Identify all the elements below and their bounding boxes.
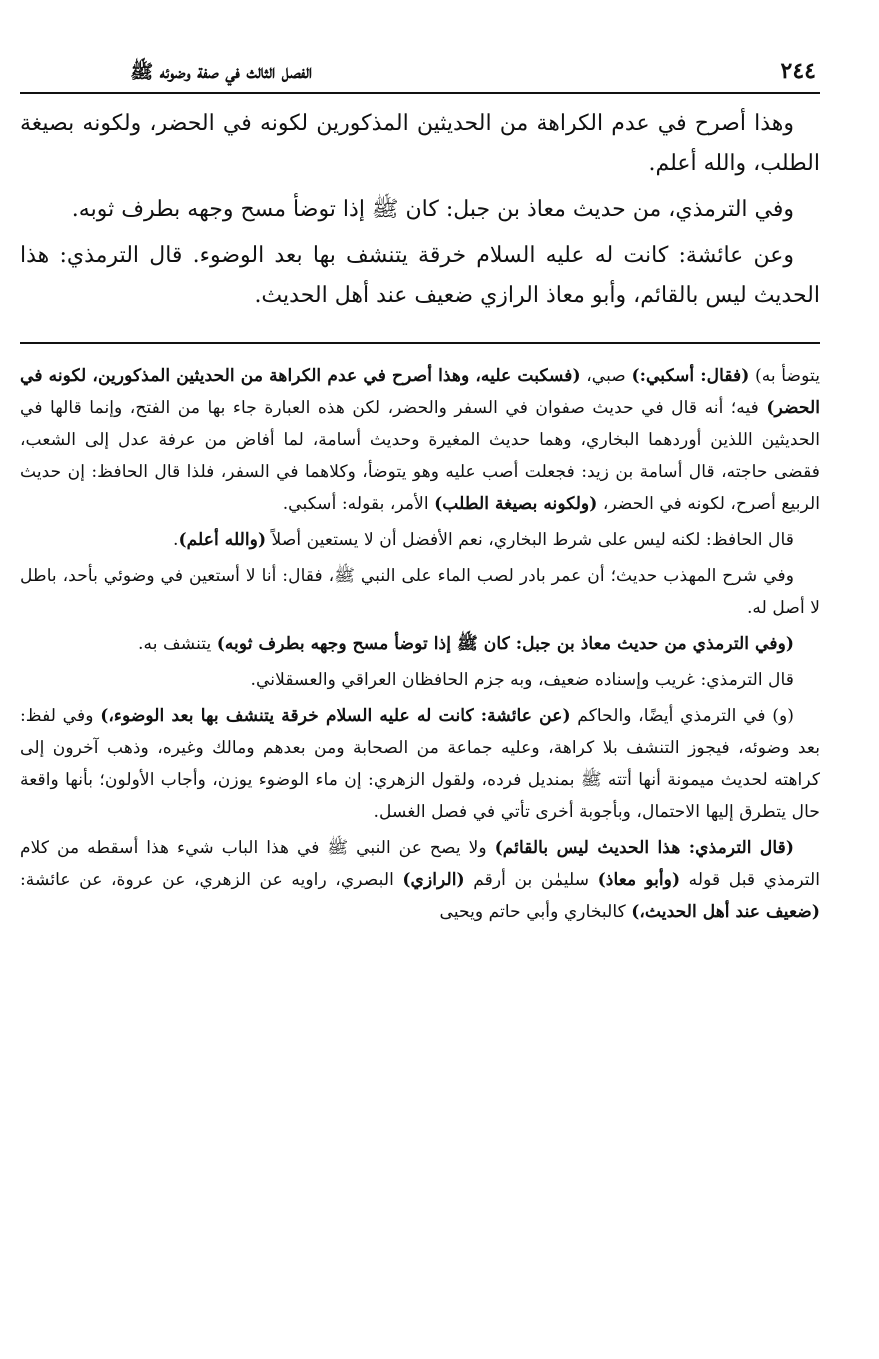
commentary-text: وفي لفظ: بعد وضوئه، فيجوز التنشف بلا كراهة، وعليه جماعة من الصحابة ومن بعدهم ومالك وغيره، وذهب آخرون إلى كراهته لحديث ميمونة أنها أتته ﷺ بمنديل فرده، ولقول الزهري: إن ماء الوضوء يوزن، وأجاب الأولون؛ بأنها واقعة حال يتطرق إليها الاحتمال، وبأجوبة أخرى تأتي في فصل الغسل. bbox=[20, 706, 820, 822]
main-paragraph: وعن عائشة: كانت له عليه السلام خرقة يتنشف بها بعد الوضوء. قال الترمذي: هذا الحديث ليس بالقائم، وأبو معاذ الرازي ضعيف عند أهل الحديث. bbox=[20, 243, 820, 308]
commentary bbox=[20, 360, 820, 928]
page-number: ٢٤٤ bbox=[780, 58, 816, 84]
commentary-text: الأمر، بقوله: أسكبي. bbox=[282, 494, 435, 514]
quoted-text: (والله أعلم) bbox=[178, 530, 267, 550]
commentary-paragraph: قال الترمذي: غريب وإسناده ضعيف، وبه جزم الحافظان العراقي والعسقلاني. bbox=[250, 670, 794, 690]
commentary-paragraph bbox=[20, 700, 820, 828]
quoted-text: (فقال: أسكبي:) bbox=[631, 366, 750, 386]
commentary-text: . bbox=[173, 530, 179, 550]
quoted-text: (قال الترمذي: هذا الحديث ليس بالقائم) bbox=[494, 838, 795, 858]
commentary-text: فيه؛ أنه قال في حديث صفوان في السفر والحضر، لكن هذه العبارة جاء بها من الفتح، وإنما قالها في الحديثين اللذين أوردهما البخاري، وهما حديث المغيرة وحديث أسامة، لما أفاض من عرفة عدل إلى الشعب، فقضى حاجته، قال أسامة بن زيد: فجعلت أصب عليه وهو يتوضأ، وكلاهما في السفر، فلذا قال الحافظ: إن حديث الربيع أصرح، لكونه في الحضر، bbox=[20, 398, 820, 514]
quoted-text: (ضعيف عند أهل الحديث،) bbox=[631, 902, 820, 922]
page-header bbox=[20, 52, 820, 94]
commentary-text: يتنشف به. bbox=[138, 634, 217, 654]
quoted-text: (وفي الترمذي من حديث معاذ بن جبل: كان ﷺ إذا توضأ مسح وجهه بطرف ثوبه) bbox=[216, 634, 794, 654]
commentary-text: البصري، راويه عن الزهري، عن عروة، عن عائشة: bbox=[20, 870, 403, 890]
quoted-text: (عن عائشة: كانت له عليه السلام خرقة يتنشف بها بعد الوضوء،) bbox=[100, 706, 571, 726]
commentary-text: كالبخاري وأبي حاتم ويحيى bbox=[439, 902, 632, 922]
commentary-text: ولا يصح عن النبي ﷺ في هذا الباب شيء هذا أسقطه من كلام الترمذي قبل قوله bbox=[20, 838, 820, 890]
main-paragraph: وهذا أصرح في عدم الكراهة من الحديثين المذكورين لكونه في الحضر، ولكونه بصيغة الطلب، والله أعلم. bbox=[20, 111, 820, 176]
commentary-paragraph bbox=[20, 524, 820, 556]
commentary-text: قال الحافظ: لكنه ليس على شرط البخاري، نعم الأفضل أن لا يستعين أصلاً bbox=[266, 530, 794, 550]
commentary-text: يتوضأ به) bbox=[749, 366, 820, 386]
running-title: الفصل الثالث في صفة وضوئه ﷺ bbox=[130, 61, 312, 83]
main-paragraph: وفي الترمذي، من حديث معاذ بن جبل: كان ﷺ إذا توضأ مسح وجهه بطرف ثوبه. bbox=[71, 197, 794, 222]
main-text bbox=[20, 104, 820, 316]
commentary-paragraph bbox=[20, 628, 820, 660]
quoted-text: (وأبو معاذ) bbox=[597, 870, 681, 890]
quoted-text: (فسكبت عليه، وهذا أصرح في عدم الكراهة من الحديثين المذكورين، لكونه في الحضر) bbox=[20, 366, 820, 418]
commentary-paragraph bbox=[20, 832, 820, 928]
commentary-text: (و) في الترمذي أيضًا، والحاكم bbox=[570, 706, 794, 726]
separator-rule bbox=[20, 342, 820, 344]
commentary-paragraph bbox=[20, 360, 820, 520]
commentary-text: سليمٰن بن أرقم bbox=[464, 870, 598, 890]
quoted-text: (ولكونه بصيغة الطلب) bbox=[434, 494, 598, 514]
quoted-text: (الرازي) bbox=[402, 870, 465, 890]
book-page bbox=[20, 52, 820, 932]
commentary-text: صبي، bbox=[580, 366, 632, 386]
commentary-paragraph: وفي شرح المهذب حديث؛ أن عمر بادر لصب الماء على النبي ﷺ، فقال: أنا لا أستعين في وضوئي بأحد، باطل لا أصل له. bbox=[20, 566, 820, 618]
